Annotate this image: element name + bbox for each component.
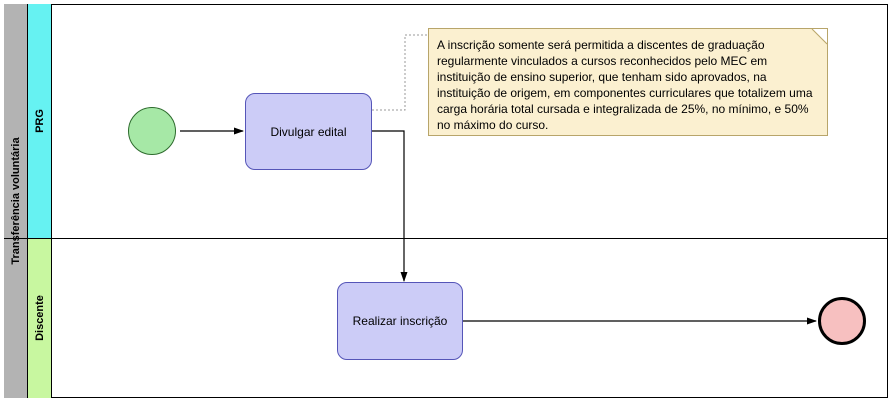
end-event[interactable] [818,297,866,345]
flow-divulgar-to-realizar [372,131,404,281]
association-divulgar-to-note [372,35,430,110]
start-event[interactable] [128,107,176,155]
lane-label-prg: PRG [33,109,46,133]
task-realizar-inscricao[interactable] [337,282,463,360]
lane-label-discente: Discente [33,295,46,341]
note-fold-corner-icon [813,29,827,43]
task-divulgar-edital-label: Divulgar edital [270,124,347,139]
pool-title-label: Transferência voluntária [9,137,22,265]
annotation-note [428,28,828,136]
task-divulgar-edital[interactable] [245,93,372,170]
task-realizar-inscricao-label: Realizar inscrição [352,314,448,328]
annotation-text: A inscrição somente será permitida a discentes de graduação regularmente vinculados a cursos reconhecidos pelo MEC em instituição de ensino superior, que tenham sido aprovados, na instituição de origem, em componentes curriculares que totalizem uma carga horária total cursada e integralizada de 25%, no mínimo, e 50% no máximo do curso. [437,38,813,132]
